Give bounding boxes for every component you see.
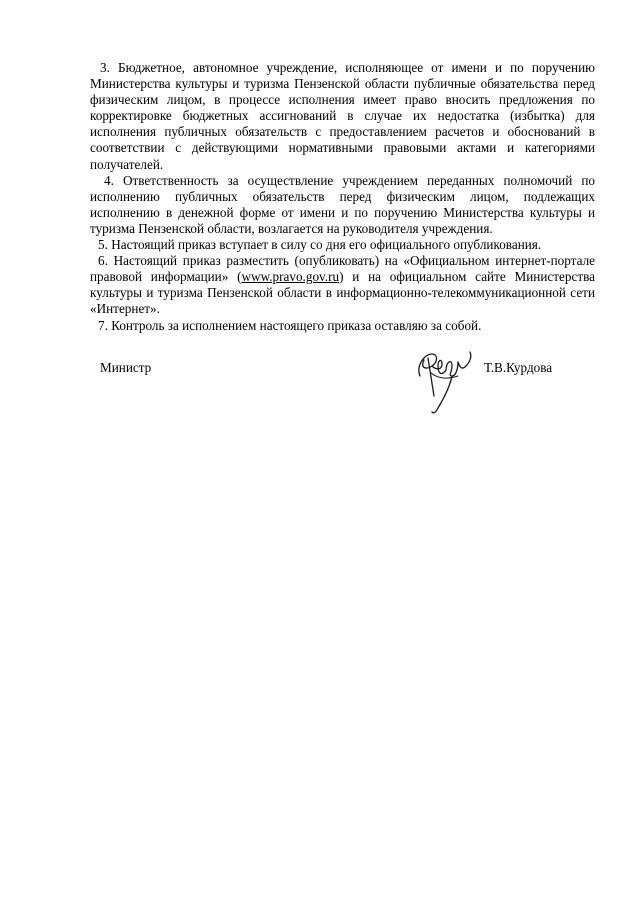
paragraph-3 (90, 60, 595, 173)
document-body (90, 60, 595, 334)
paragraph-5-text: 5. Настоящий приказ вступает в силу со дня его официального опубликования. (98, 237, 542, 253)
paragraph-6 (90, 253, 595, 317)
signature-block (0, 340, 640, 420)
paragraph-4-text: 4. Ответственность за осуществление учреждением переданных полномочий по исполнению публичных обязательств перед физическим лицом, подлежащих исполнению в денежной форме от имени и по поручению Министерства культуры и туризма Пензенской области, возлагается на руководителя учреждения. (90, 172, 595, 236)
signatory-role: Министр (100, 360, 152, 375)
paragraph-7-text: 7. Контроль за исполнением настоящего приказа оставляю за собой. (98, 317, 482, 333)
paragraph-4 (90, 173, 595, 237)
paragraph-7 (90, 318, 595, 334)
pravo-gov-link[interactable]: www.pravo.gov.ru (241, 269, 340, 285)
paragraph-5 (90, 237, 595, 253)
paragraph-6-text-before: 6. Настоящий приказ разместить (опубликовать) на «Официальном интернет-портале правовой информации» ( (90, 253, 595, 285)
paragraph-3-number: 3. (100, 60, 118, 75)
paragraph-6-text-after: ) и на официальном сайте Министерства культуры и туризма Пензенской области в информационно-телекоммуникационной сети «Интернет». (90, 269, 595, 317)
paragraph-3-text: Бюджетное, автономное учреждение, исполняющее от имени и по поручению Министерства культуры и туризма Пензенской области публичные обязательства перед физическим лицом, в процессе исполнения имеет право вносить предложения по корректировке бюджетных ассигнований в случае их недостатка (избытка) для исполнения публичных обязательств с предоставлением расчетов и обоснований в соответствии с действующими нормативными правовыми актами и категориями получателей. (90, 60, 595, 172)
handwritten-signature (412, 340, 478, 416)
signatory-name: Т.В.Курдова (484, 360, 553, 375)
